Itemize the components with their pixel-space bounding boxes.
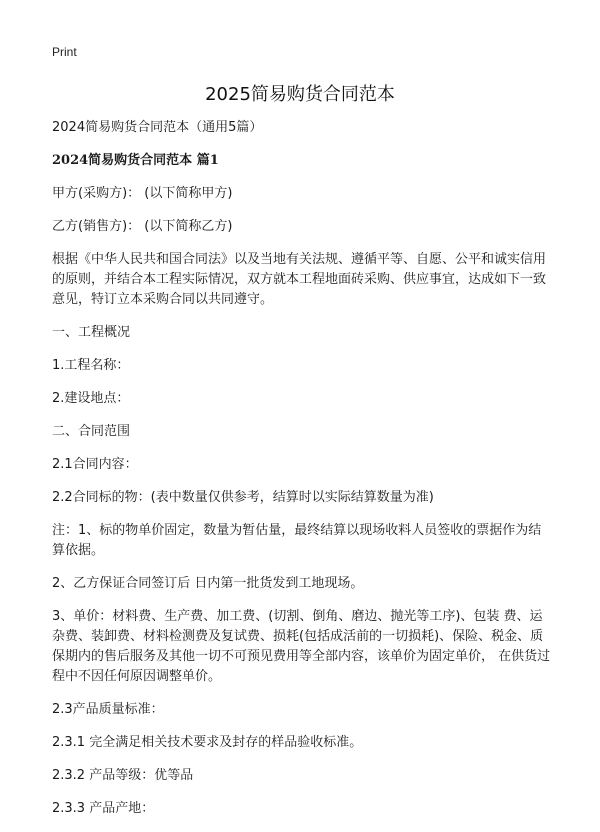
note-paragraph: 注：1、标的物单价固定，数量为暂估量，最终结算以现场收料人员签收的票据作为结算依据。 — [52, 523, 542, 558]
section-heading: 2024简易购货合同范本 篇1 — [52, 153, 219, 168]
note-paragraph: 3、单价：材料费、生产费、加工费、(切割、倒角、磨边、抛光等工序)、包装 费、运杂费、装卸费、材料检测费及复试费、损耗(包括成活前的一切损耗)、保险、税金、质保期内的售后服务及其他一切不可预见费用等全部内容，该单价为固定单价， 在供货过程中不因任何原因调整单价。 — [52, 609, 551, 684]
document-subtitle: 2024简易购货合同范本（通用5篇） — [52, 120, 263, 135]
preamble-paragraph: 根据《中华人民共和国合同法》以及当地有关法规、遵循平等、自愿、公平和诚实信用的原则，并结合本工程实际情况，双方就本工程地面砖采购、供应事宜，达成如下一致意见，特订立本采购合同以共同遵守。 — [52, 252, 547, 307]
print-label: Print — [52, 45, 77, 59]
clause-item: 2.1合同内容： — [52, 457, 138, 472]
document-title: 2025简易购货合同范本 — [205, 84, 395, 105]
clause-heading: 一、工程概况 — [52, 325, 131, 340]
clause-item: 2.3.3 产品产地： — [52, 801, 155, 816]
party-a-line: 甲方(采购方)： (以下简称甲方) — [52, 186, 233, 201]
clause-item: 2.3产品质量标准： — [52, 702, 164, 717]
clause-item: 2.3.1 完全满足相关技术要求及封存的样品验收标准。 — [52, 735, 363, 750]
note-paragraph: 2、乙方保证合同签订后 日内第一批货发到工地现场。 — [52, 576, 364, 591]
clause-item: 2.2合同标的物：(表中数量仅供参考，结算时以实际结算数量为准) — [52, 490, 434, 505]
clause-item: 2.3.2 产品等级：优等品 — [52, 768, 194, 783]
document-body — [52, 118, 552, 832]
clause-heading: 二、合同范围 — [52, 424, 131, 439]
clause-item: 1.工程名称： — [52, 358, 130, 373]
party-b-line: 乙方(销售方)： (以下简称乙方) — [52, 219, 233, 234]
clause-item: 2.建设地点： — [52, 391, 130, 406]
